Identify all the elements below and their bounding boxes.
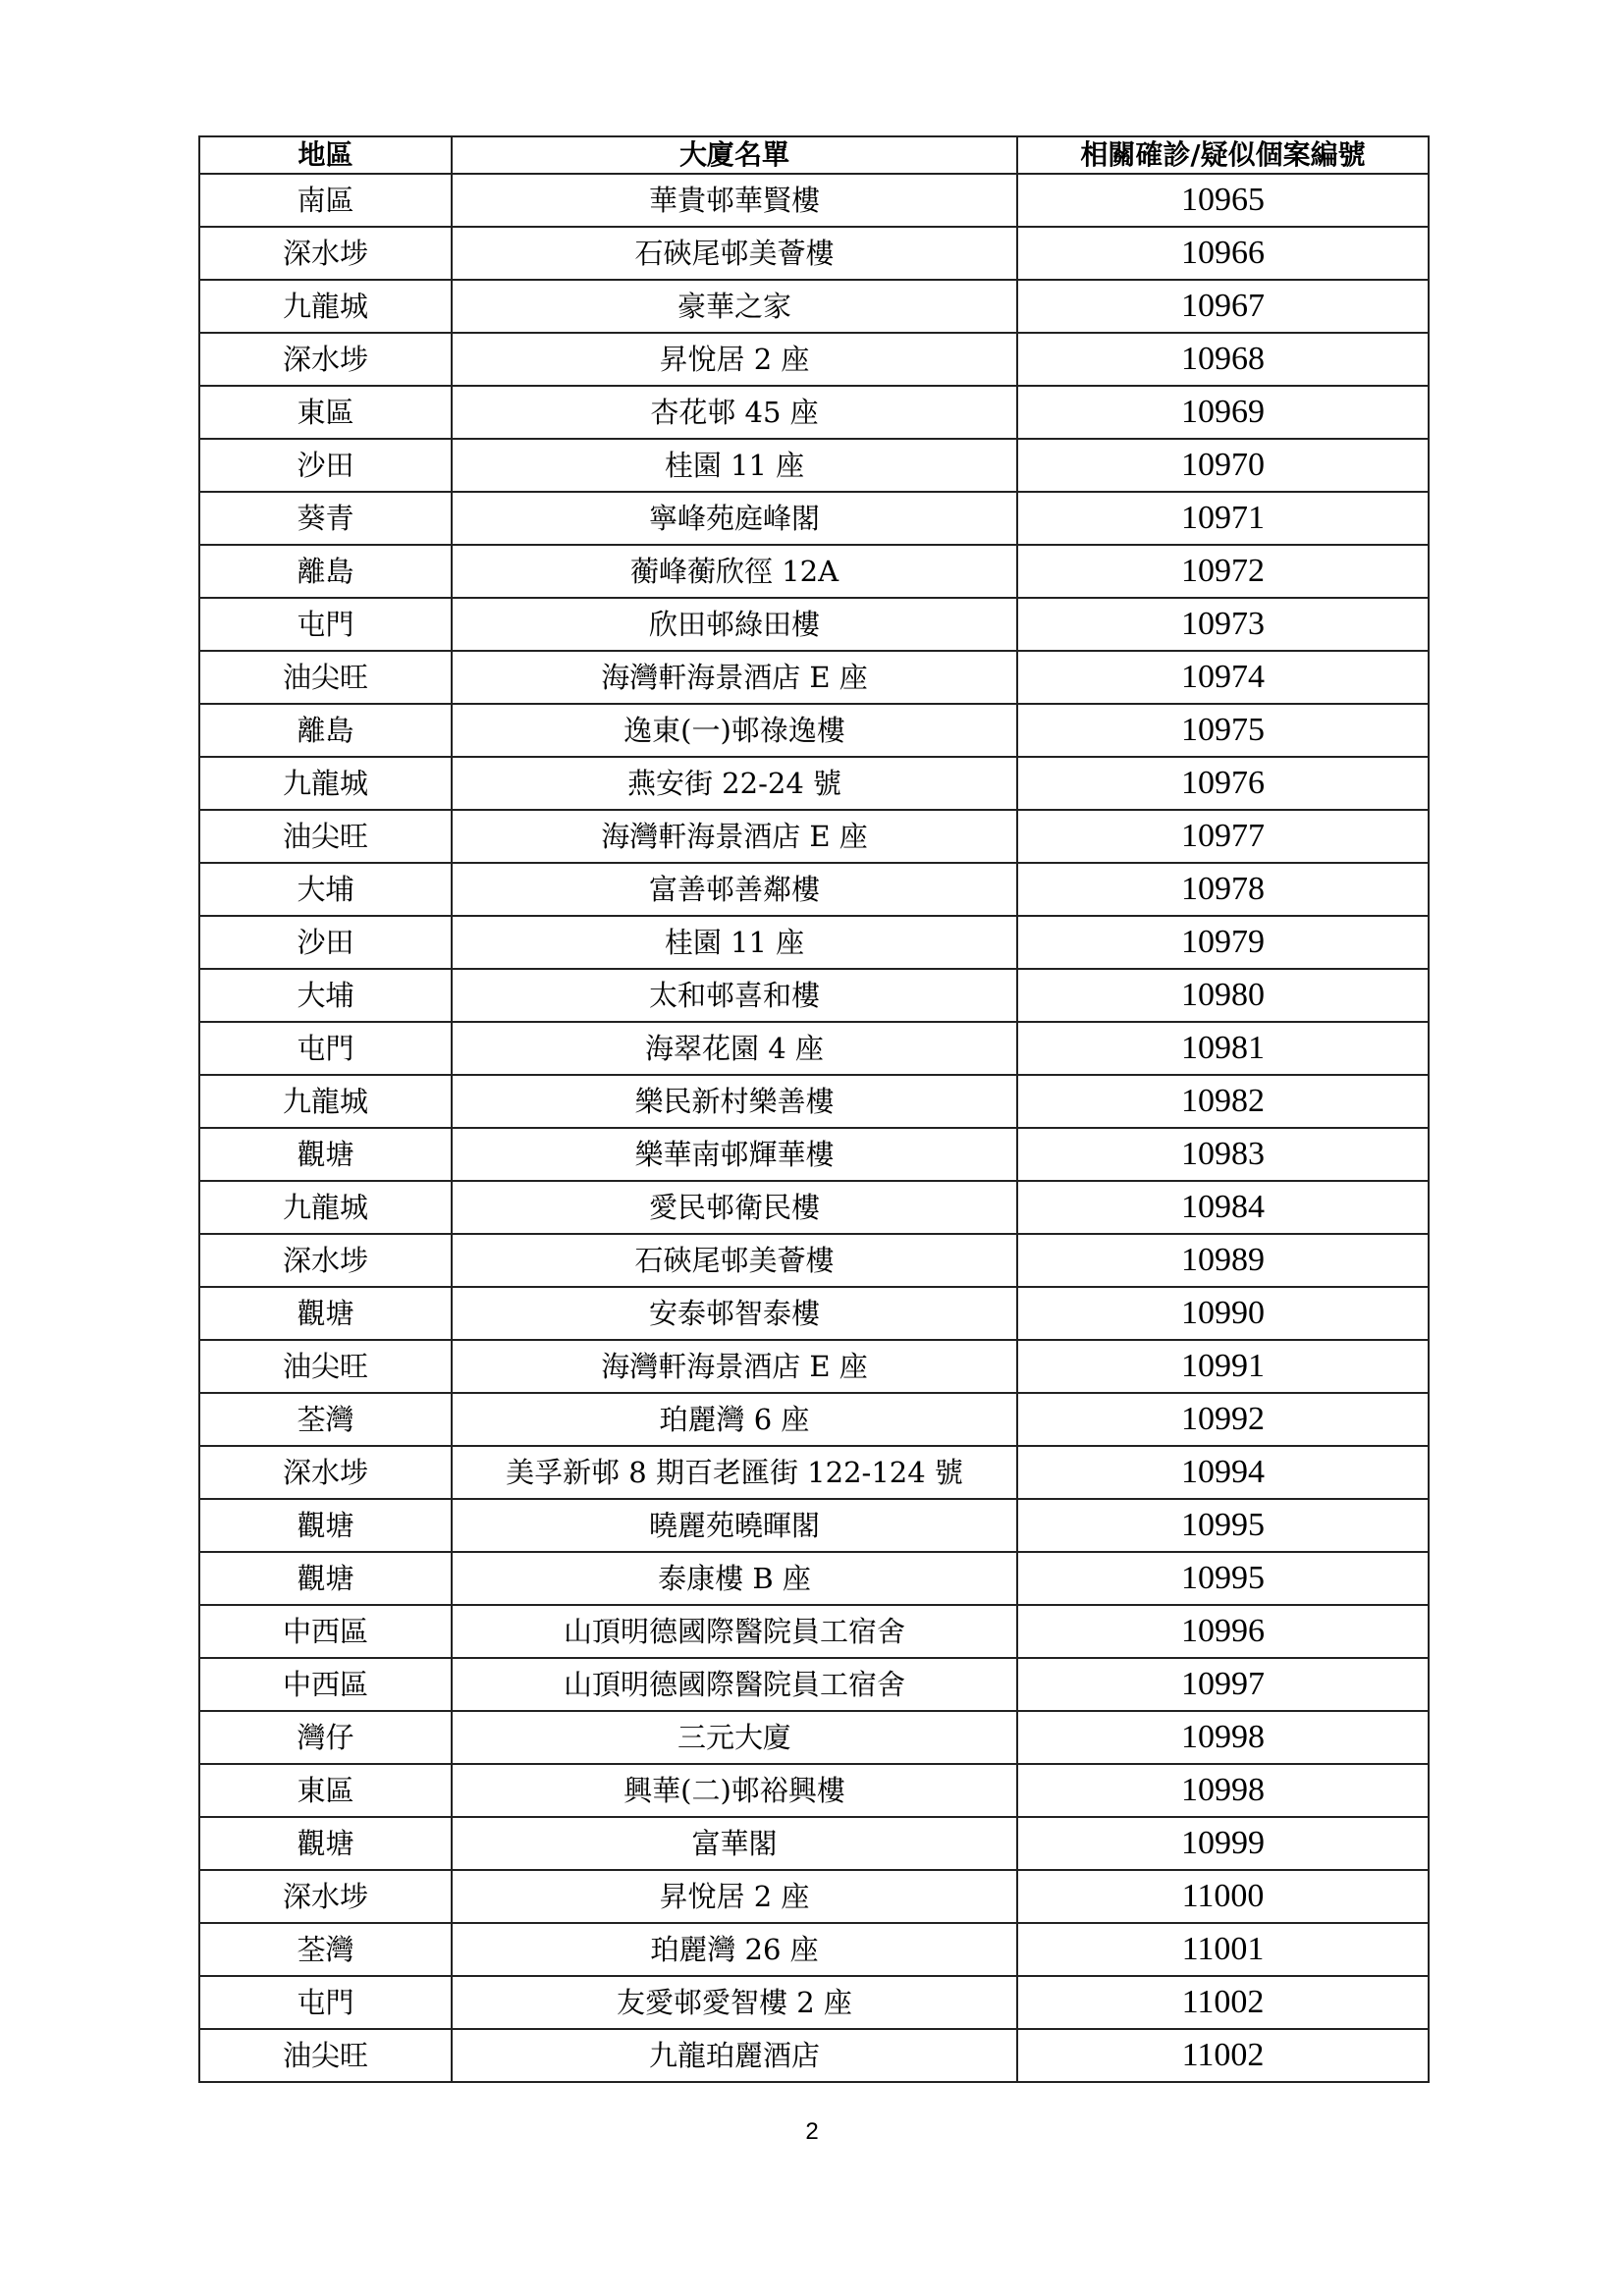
building-cell: 昇悅居 2 座 — [452, 1870, 1017, 1923]
district-cell: 深水埗 — [199, 333, 452, 386]
table-row — [199, 1128, 1429, 1181]
building-cell: 豪華之家 — [452, 280, 1017, 333]
building-cell: 蘅峰蘅欣徑 12A — [452, 545, 1017, 598]
case-number-cell: 10979 — [1017, 916, 1429, 969]
district-cell: 屯門 — [199, 1976, 452, 2029]
case-number-cell: 11000 — [1017, 1870, 1429, 1923]
table-row — [199, 333, 1429, 386]
district-cell: 深水埗 — [199, 1870, 452, 1923]
district-cell: 中西區 — [199, 1605, 452, 1658]
building-cell: 山頂明德國際醫院員工宿舍 — [452, 1658, 1017, 1711]
table-row — [199, 1976, 1429, 2029]
building-cell: 海灣軒海景酒店 E 座 — [452, 651, 1017, 704]
header-district: 地區 — [199, 136, 452, 174]
case-number-cell: 10999 — [1017, 1817, 1429, 1870]
district-cell: 油尖旺 — [199, 651, 452, 704]
building-cell: 寧峰苑庭峰閣 — [452, 492, 1017, 545]
district-cell: 中西區 — [199, 1658, 452, 1711]
district-cell: 離島 — [199, 704, 452, 757]
district-cell: 九龍城 — [199, 1181, 452, 1234]
table-row — [199, 1340, 1429, 1393]
building-cell: 逸東(一)邨祿逸樓 — [452, 704, 1017, 757]
case-number-cell: 10974 — [1017, 651, 1429, 704]
building-list-table — [198, 135, 1430, 2083]
building-cell: 九龍珀麗酒店 — [452, 2029, 1017, 2082]
table-row — [199, 810, 1429, 863]
building-cell: 太和邨喜和樓 — [452, 969, 1017, 1022]
building-cell: 友愛邨愛智樓 2 座 — [452, 1976, 1017, 2029]
district-cell: 屯門 — [199, 1022, 452, 1075]
case-number-cell: 11002 — [1017, 1976, 1429, 2029]
case-number-cell: 10998 — [1017, 1711, 1429, 1764]
case-number-cell: 10972 — [1017, 545, 1429, 598]
case-number-cell: 10978 — [1017, 863, 1429, 916]
building-cell: 曉麗苑曉暉閣 — [452, 1499, 1017, 1552]
district-cell: 九龍城 — [199, 280, 452, 333]
table-row — [199, 1605, 1429, 1658]
case-number-cell: 10966 — [1017, 227, 1429, 280]
building-cell: 富善邨善鄰樓 — [452, 863, 1017, 916]
building-cell: 石硤尾邨美薈樓 — [452, 1234, 1017, 1287]
case-number-cell: 11002 — [1017, 2029, 1429, 2082]
table-row — [199, 651, 1429, 704]
case-number-cell: 10996 — [1017, 1605, 1429, 1658]
table-row — [199, 1711, 1429, 1764]
table-row — [199, 1446, 1429, 1499]
case-number-cell: 10990 — [1017, 1287, 1429, 1340]
case-number-cell: 10991 — [1017, 1340, 1429, 1393]
building-cell: 桂園 11 座 — [452, 439, 1017, 492]
building-cell: 海灣軒海景酒店 E 座 — [452, 810, 1017, 863]
case-number-cell: 10998 — [1017, 1764, 1429, 1817]
table-row — [199, 1022, 1429, 1075]
district-cell: 油尖旺 — [199, 810, 452, 863]
district-cell: 沙田 — [199, 439, 452, 492]
page-number: 2 — [805, 2118, 819, 2145]
table-row — [199, 1923, 1429, 1976]
case-number-cell: 10995 — [1017, 1499, 1429, 1552]
district-cell: 觀塘 — [199, 1499, 452, 1552]
district-cell: 大埔 — [199, 863, 452, 916]
building-cell: 昇悅居 2 座 — [452, 333, 1017, 386]
building-cell: 珀麗灣 26 座 — [452, 1923, 1017, 1976]
case-number-cell: 10969 — [1017, 386, 1429, 439]
case-number-cell: 10968 — [1017, 333, 1429, 386]
district-cell: 大埔 — [199, 969, 452, 1022]
table-row — [199, 598, 1429, 651]
building-cell: 山頂明德國際醫院員工宿舍 — [452, 1605, 1017, 1658]
case-number-cell: 10984 — [1017, 1181, 1429, 1234]
building-cell: 海灣軒海景酒店 E 座 — [452, 1340, 1017, 1393]
district-cell: 葵青 — [199, 492, 452, 545]
table-row — [199, 545, 1429, 598]
case-number-cell: 10997 — [1017, 1658, 1429, 1711]
table-row — [199, 1234, 1429, 1287]
header-building: 大廈名單 — [452, 136, 1017, 174]
case-number-cell: 11001 — [1017, 1923, 1429, 1976]
header-case-number: 相關確診/疑似個案編號 — [1017, 136, 1429, 174]
table-row — [199, 1658, 1429, 1711]
case-number-cell: 10965 — [1017, 174, 1429, 227]
table-row — [199, 969, 1429, 1022]
district-cell: 南區 — [199, 174, 452, 227]
case-number-cell: 10992 — [1017, 1393, 1429, 1446]
case-number-cell: 10981 — [1017, 1022, 1429, 1075]
building-cell: 珀麗灣 6 座 — [452, 1393, 1017, 1446]
case-number-cell: 10967 — [1017, 280, 1429, 333]
case-number-cell: 10980 — [1017, 969, 1429, 1022]
case-number-cell: 10989 — [1017, 1234, 1429, 1287]
district-cell: 油尖旺 — [199, 1340, 452, 1393]
case-number-cell: 10994 — [1017, 1446, 1429, 1499]
building-cell: 海翠花園 4 座 — [452, 1022, 1017, 1075]
table-row — [199, 863, 1429, 916]
table-header — [199, 136, 1429, 174]
district-cell: 深水埗 — [199, 1234, 452, 1287]
table-row — [199, 1870, 1429, 1923]
table-row — [199, 280, 1429, 333]
table-row — [199, 227, 1429, 280]
table-row — [199, 916, 1429, 969]
table-row — [199, 439, 1429, 492]
building-cell: 欣田邨綠田樓 — [452, 598, 1017, 651]
table-body — [199, 174, 1429, 2082]
building-cell: 華貴邨華賢樓 — [452, 174, 1017, 227]
case-number-cell: 10970 — [1017, 439, 1429, 492]
district-cell: 荃灣 — [199, 1923, 452, 1976]
building-cell: 安泰邨智泰樓 — [452, 1287, 1017, 1340]
table-row — [199, 1287, 1429, 1340]
table-row — [199, 1764, 1429, 1817]
district-cell: 觀塘 — [199, 1128, 452, 1181]
building-cell: 三元大廈 — [452, 1711, 1017, 1764]
table-row — [199, 1499, 1429, 1552]
case-number-cell: 10975 — [1017, 704, 1429, 757]
building-cell: 杏花邨 45 座 — [452, 386, 1017, 439]
table-row — [199, 386, 1429, 439]
table-row — [199, 1552, 1429, 1605]
case-number-cell: 10982 — [1017, 1075, 1429, 1128]
building-cell: 樂華南邨輝華樓 — [452, 1128, 1017, 1181]
table-row — [199, 174, 1429, 227]
district-cell: 東區 — [199, 1764, 452, 1817]
case-number-cell: 10983 — [1017, 1128, 1429, 1181]
building-cell: 美孚新邨 8 期百老匯街 122-124 號 — [452, 1446, 1017, 1499]
table-row — [199, 1393, 1429, 1446]
table-row — [199, 1817, 1429, 1870]
building-cell: 愛民邨衛民樓 — [452, 1181, 1017, 1234]
table-row — [199, 757, 1429, 810]
district-cell: 屯門 — [199, 598, 452, 651]
table-row — [199, 1075, 1429, 1128]
district-cell: 東區 — [199, 386, 452, 439]
case-number-cell: 10995 — [1017, 1552, 1429, 1605]
district-cell: 深水埗 — [199, 227, 452, 280]
building-cell: 桂園 11 座 — [452, 916, 1017, 969]
building-cell: 興華(二)邨裕興樓 — [452, 1764, 1017, 1817]
district-cell: 觀塘 — [199, 1287, 452, 1340]
district-cell: 油尖旺 — [199, 2029, 452, 2082]
district-cell: 九龍城 — [199, 757, 452, 810]
header-row — [199, 136, 1429, 174]
district-cell: 九龍城 — [199, 1075, 452, 1128]
case-number-cell: 10971 — [1017, 492, 1429, 545]
building-cell: 泰康樓 B 座 — [452, 1552, 1017, 1605]
table-row — [199, 2029, 1429, 2082]
table-row — [199, 1181, 1429, 1234]
building-cell: 富華閣 — [452, 1817, 1017, 1870]
table-row — [199, 492, 1429, 545]
building-cell: 石硤尾邨美薈樓 — [452, 227, 1017, 280]
district-cell: 離島 — [199, 545, 452, 598]
case-number-cell: 10973 — [1017, 598, 1429, 651]
district-cell: 觀塘 — [199, 1552, 452, 1605]
district-cell: 荃灣 — [199, 1393, 452, 1446]
district-cell: 觀塘 — [199, 1817, 452, 1870]
building-cell: 燕安街 22-24 號 — [452, 757, 1017, 810]
table-row — [199, 704, 1429, 757]
case-number-cell: 10977 — [1017, 810, 1429, 863]
case-number-cell: 10976 — [1017, 757, 1429, 810]
district-cell: 深水埗 — [199, 1446, 452, 1499]
building-cell: 樂民新村樂善樓 — [452, 1075, 1017, 1128]
district-cell: 沙田 — [199, 916, 452, 969]
district-cell: 灣仔 — [199, 1711, 452, 1764]
